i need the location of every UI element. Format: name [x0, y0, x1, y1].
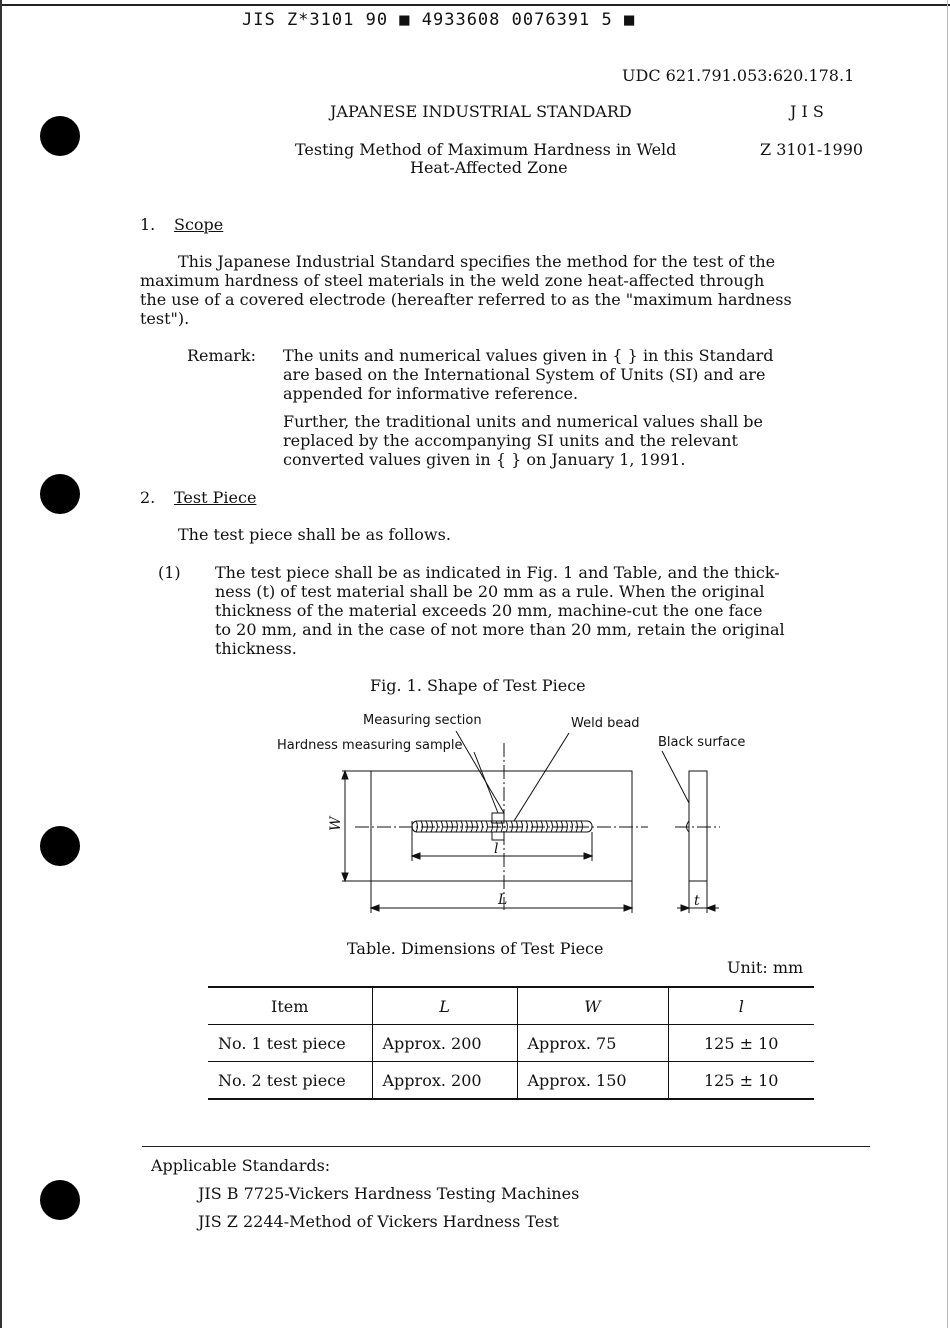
section-2-heading: Test Piece — [174, 488, 257, 507]
label-weld-bead: Weld bead — [571, 716, 640, 731]
table-row — [208, 1062, 814, 1100]
L-arrow-left — [371, 905, 379, 911]
label-hardness-sample: Hardness measuring sample — [277, 738, 463, 753]
label-black-surface: Black surface — [658, 735, 746, 750]
remark-label: Remark: — [187, 346, 256, 365]
item-1-line-3: thickness of the material exceeds 20 mm, machine-cut the one face — [215, 601, 763, 620]
table-caption: Table. Dimensions of Test Piece — [347, 939, 604, 958]
remark-p2-line-1: Further, the traditional units and numerical values shall be — [283, 412, 764, 431]
leader-measuring-section — [456, 731, 504, 813]
table-unit: Unit: mm — [727, 958, 804, 977]
cell: Approx. 75 — [517, 1025, 668, 1062]
punch-hole-3 — [40, 826, 80, 866]
applicable-heading: Applicable Standards: — [151, 1156, 331, 1175]
remark-p1-line-3: appended for informative reference. — [283, 384, 579, 403]
cell: 125 ± 10 — [668, 1062, 814, 1100]
table-row — [208, 1025, 814, 1062]
figure-caption: Fig. 1. Shape of Test Piece — [370, 676, 586, 695]
item-1-line-5: thickness. — [215, 639, 297, 658]
header-W: W — [517, 987, 668, 1025]
test-piece-intro: The test piece shall be as follows. — [178, 525, 451, 544]
left-border — [0, 0, 2, 1328]
remark-p1-line-1: The units and numerical values given in { } in this Standard — [283, 346, 774, 365]
cell: Approx. 150 — [517, 1062, 668, 1100]
applicable-item-2: JIS Z 2244-Method of Vickers Hardness Test — [198, 1212, 559, 1231]
right-border — [947, 0, 948, 1328]
jis-mark: J I S — [790, 102, 824, 121]
sample-box-lower — [492, 832, 504, 840]
w-arrow-bottom — [342, 873, 348, 881]
punch-hole-1 — [40, 116, 80, 156]
udc-number: UDC 621.791.053:620.178.1 — [622, 66, 855, 85]
leader-weld-bead — [514, 733, 569, 821]
title-line-1: Testing Method of Maximum Hardness in Weld — [295, 140, 677, 159]
dimensions-table — [208, 986, 814, 1100]
t-arrow-left — [681, 905, 689, 911]
l-arrow-right — [584, 853, 592, 859]
cell: Approx. 200 — [372, 1025, 517, 1062]
standard-org: JAPANESE INDUSTRIAL STANDARD — [330, 102, 632, 121]
applicable-item-1: JIS B 7725-Vickers Hardness Testing Machines — [198, 1184, 580, 1203]
scope-line-4: test"). — [140, 309, 190, 328]
header-L: L — [372, 987, 517, 1025]
test-piece-figure — [270, 705, 770, 920]
plate-outline — [371, 771, 632, 881]
section-1-number: 1. — [140, 215, 156, 234]
t-arrow-right — [707, 905, 715, 911]
w-arrow-top — [342, 771, 348, 779]
label-l: l — [494, 841, 499, 857]
item-1-line-1: The test piece shall be as indicated in Fig. 1 and Table, and the thick- — [215, 563, 780, 582]
cell: Approx. 200 — [372, 1062, 517, 1100]
item-1-line-2: ness (t) of test material shall be 20 mm as a rule. When the original — [215, 582, 765, 601]
l-arrow-left — [412, 853, 420, 859]
remark-p2-line-3: converted values given in { } on January 1, 1991. — [283, 450, 686, 469]
leader-black-surface — [662, 751, 689, 803]
scope-line-2: maximum hardness of steel materials in the weld zone heat-affected through — [140, 271, 765, 290]
label-L: L — [498, 892, 508, 908]
remark-p2-line-2: replaced by the accompanying SI units and the relevant — [283, 431, 738, 450]
item-1-label: (1) — [158, 563, 181, 582]
section-2-number: 2. — [140, 488, 156, 507]
header-l: l — [668, 987, 814, 1025]
standard-number: Z 3101-1990 — [760, 140, 864, 159]
top-border — [0, 4, 950, 6]
remark-p1-line-2: are based on the International System of Units (SI) and are — [283, 365, 766, 384]
scope-line-1: This Japanese Industrial Standard specifies the method for the test of the — [178, 252, 776, 271]
footer-divider — [142, 1146, 870, 1147]
item-1-line-4: to 20 mm, and in the case of not more than 20 mm, retain the original — [215, 620, 785, 639]
punch-hole-4 — [40, 1180, 80, 1220]
cell: No. 1 test piece — [208, 1025, 372, 1062]
header-item: Item — [208, 987, 372, 1025]
section-1-heading: Scope — [174, 215, 224, 234]
scope-line-3: the use of a covered electrode (hereafter referred to as the "maximum hardness — [140, 290, 792, 309]
side-view — [689, 771, 707, 881]
L-arrow-right — [624, 905, 632, 911]
label-measuring-section: Measuring section — [363, 713, 482, 728]
punch-hole-2 — [40, 474, 80, 514]
leader-hardness-sample — [474, 752, 498, 813]
title-line-2: Heat-Affected Zone — [410, 158, 568, 177]
cell: No. 2 test piece — [208, 1062, 372, 1100]
cell: 125 ± 10 — [668, 1025, 814, 1062]
label-t: t — [694, 893, 700, 909]
label-W: W — [328, 816, 344, 831]
header-code: JIS Z*3101 90 ■ 4933608 0076391 5 ■ — [242, 10, 636, 30]
table-header-row — [208, 987, 814, 1025]
